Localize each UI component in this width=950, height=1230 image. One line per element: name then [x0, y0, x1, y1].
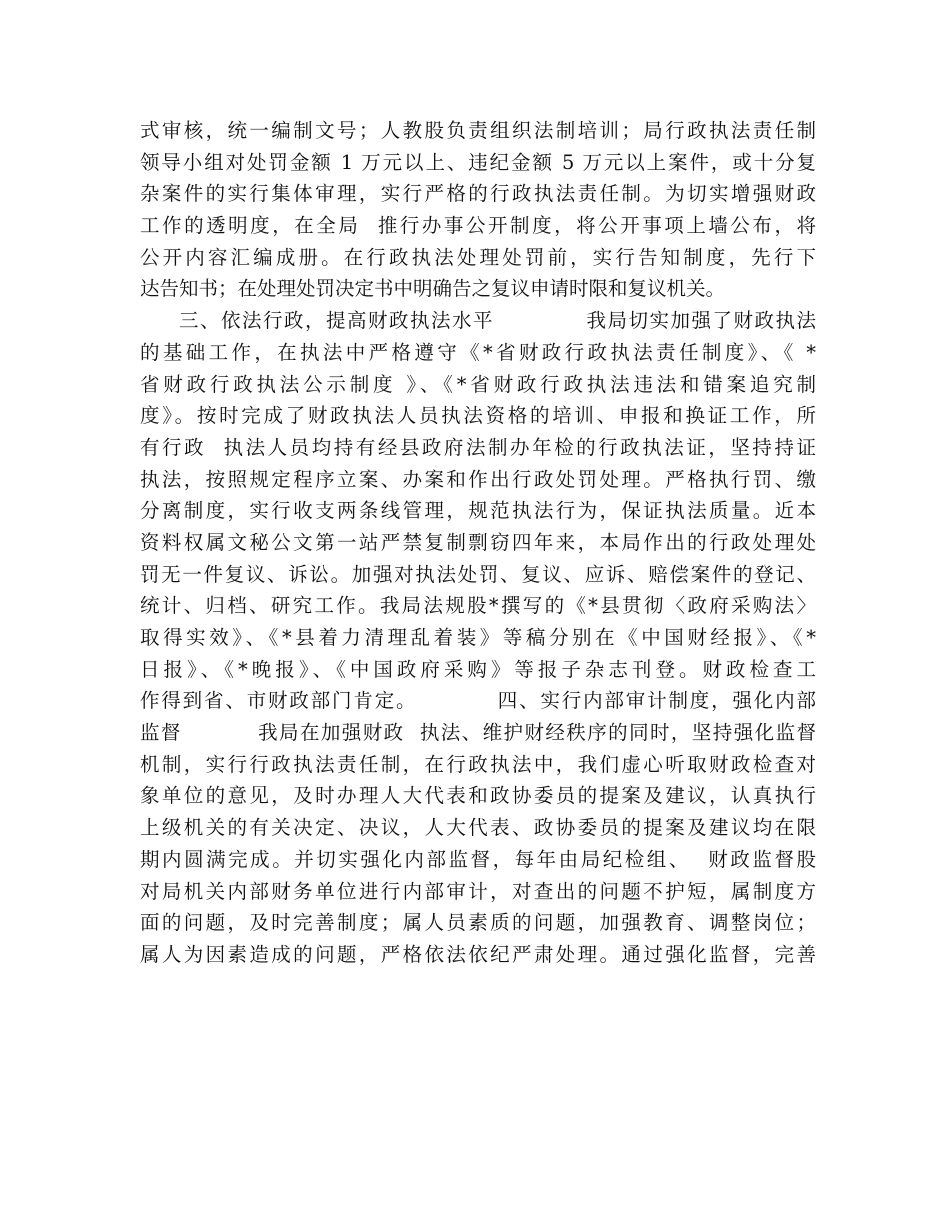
text-line: 度》。按时完成了财政执法人员执法资格的培训、申报和换证工作，所: [140, 404, 816, 428]
text-line: 省财政行政执法公示制度 》、《*省财政行政执法违法和错案追究制: [140, 372, 816, 396]
text-line: 监督 我局在加强财政 执法、维护财经秩序的同时，坚持强化监督: [140, 721, 816, 745]
text-line: 上级机关的有关决定、决议，人大代表、政协委员的提案及建议均在限: [140, 816, 816, 840]
text-line: 达告知书；在处理处罚决定书中明确告之复议申请时限和复议机关。: [140, 277, 726, 301]
text-line: 三、依法行政，提高财政执法水平 我局切实加强了财政执法: [179, 309, 816, 333]
body-text: [140, 115, 816, 971]
text-line: 作得到省、市财政部门肯定。 四、实行内部审计制度，强化内部: [140, 689, 816, 713]
text-line: 执法，按照规定程序立案、办案和作出行政处罚处理。严格执行罚、缴: [140, 467, 816, 491]
text-line: 属人为因素造成的问题，严格依法依纪严肃处理。通过强化监督，完善: [140, 942, 816, 966]
text-line: 领导小组对处罚金额 1 万元以上、违纪金额 5 万元以上案件，或十分复: [140, 150, 816, 174]
text-line: 面的问题，及时完善制度；属人员素质的问题，加强教育、调整岗位；: [140, 911, 816, 935]
text-line: 日报》、《*晚报》、《中国政府采购》等报子杂志刊登。财政检查工: [140, 657, 816, 681]
text-line: 对局机关内部财务单位进行内部审计，对查出的问题不护短，属制度方: [140, 879, 816, 903]
text-line: 机制，实行行政执法责任制，在行政执法中，我们虚心听取财政检查对: [140, 752, 816, 776]
text-line: 取得实效》、《*县着力清理乱着装》等稿分别在《中国财经报》、《*: [140, 626, 816, 649]
text-line: 统计、归档、研究工作。我局法规股*撰写的《*县贯彻〈政府采购法〉: [140, 594, 816, 618]
text-line: 期内圆满完成。并切实强化内部监督，每年由局纪检组、 财政监督股: [140, 847, 816, 871]
text-line: 的基础工作，在执法中严格遵守《*省财政行政执法责任制度》、《 *: [140, 340, 816, 364]
text-line: 象单位的意见，及时办理人大代表和政协委员的提案及建议，认真执行: [140, 784, 816, 808]
text-line: 分离制度，实行收支两条线管理，规范执法行为，保证执法质量。近本: [140, 499, 816, 523]
text-line: 资料权属文秘公文第一站严禁复制剽窃四年来，本局作出的行政处理处: [140, 530, 816, 554]
text-line: 有行政 执法人员均持有经县政府法制办年检的行政执法证，坚持持证: [140, 435, 816, 459]
text-line: 杂案件的实行集体审理，实行严格的行政执法责任制。为切实增强财政: [140, 182, 816, 206]
text-line: 工作的透明度，在全局 推行办事公开制度，将公开事项上墙公布，将: [140, 214, 816, 238]
text-line: 公开内容汇编成册。在行政执法处理处罚前，实行告知制度，先行下: [140, 245, 816, 269]
text-line: 式审核，统一编制文号；人教股负责组织法制培训；局行政执法责任制: [140, 119, 816, 142]
text-line: 罚无一件复议、诉讼。加强对执法处罚、复议、应诉、赔偿案件的登记、: [140, 562, 816, 586]
